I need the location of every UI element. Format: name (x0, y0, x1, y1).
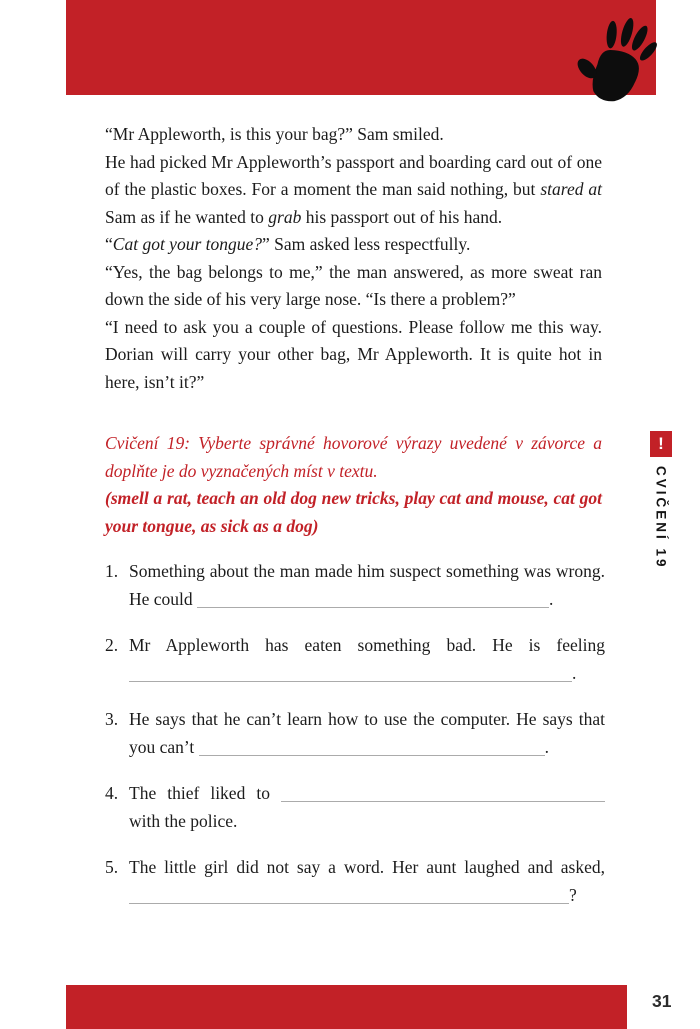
fill-in-blank[interactable] (197, 590, 549, 608)
exercise-item (105, 780, 605, 835)
fill-in-blank[interactable] (281, 785, 605, 803)
story-paragraph: “Mr Appleworth, is this your bag?” Sam smiled. (105, 124, 444, 144)
fill-in-blank[interactable] (129, 886, 569, 904)
fill-in-blank[interactable] (199, 738, 545, 756)
exercise-items (105, 558, 605, 928)
exercise-instruction-block (105, 430, 602, 540)
story-paragraph: “I need to ask you a couple of questions. Please follow me this way. Dorian will carry your other bag, Mr Appleworth. It is quite hot in here, isn’t it?” (105, 316, 602, 392)
exercise-item (105, 558, 605, 613)
exercise-item (105, 706, 605, 761)
exercise-item-text: The little girl did not say a word. Her aunt laughed and asked, ? (129, 857, 605, 905)
exercise-tab (648, 431, 674, 570)
exercise-item-text: The thief liked to with the police. (129, 780, 605, 835)
handprint-icon (563, 14, 669, 120)
exercise-item (105, 632, 605, 687)
fill-in-blank[interactable] (129, 664, 572, 682)
story-paragraph: “Cat got your tongue?” Sam asked less respectfully. (105, 234, 471, 254)
footer-red-bar (66, 985, 627, 1029)
exercise-item-text: He says that he can’t learn how to use the computer. He says that you can’t . (129, 709, 605, 757)
exercise-item-number: 4. (105, 783, 119, 803)
exercise-item-text: Mr Appleworth has eaten something bad. He is feeling . (129, 635, 605, 683)
page-number: 31 (652, 991, 672, 1011)
exercise-item-number: 3. (105, 709, 119, 729)
story-paragraph: He had picked Mr Appleworth’s passport and boarding card out of one of the plastic boxes. For a moment the man said nothing, but stared at Sam as if he wanted to grab his passport out of his hand. (105, 151, 603, 227)
story-paragraph: “Yes, the bag belongs to me,” the man answered, as more sweat ran down the side of his very large nose. “Is there a problem?” (105, 261, 602, 309)
exercise-instruction: Cvičení 19: Vyberte správné hovorové výrazy uvedené v závorce a doplňte je do vyznačených míst v textu. (105, 433, 602, 481)
exercise-item-number: 1. (105, 561, 119, 581)
exercise-item-text: Something about the man made him suspect something was wrong. He could . (129, 561, 605, 609)
exercise-item (105, 854, 605, 909)
exercise-item-number: 2. (105, 635, 119, 655)
exercise-item-number: 5. (105, 857, 119, 877)
exercise-phrases: (smell a rat, teach an old dog new tricks, play cat and mouse, cat got your tongue, as sick as a dog) (105, 488, 602, 536)
exercise-tab-label: CVIČENÍ 19 (653, 466, 669, 570)
story (105, 121, 602, 396)
exclamation-badge: ! (650, 431, 672, 457)
